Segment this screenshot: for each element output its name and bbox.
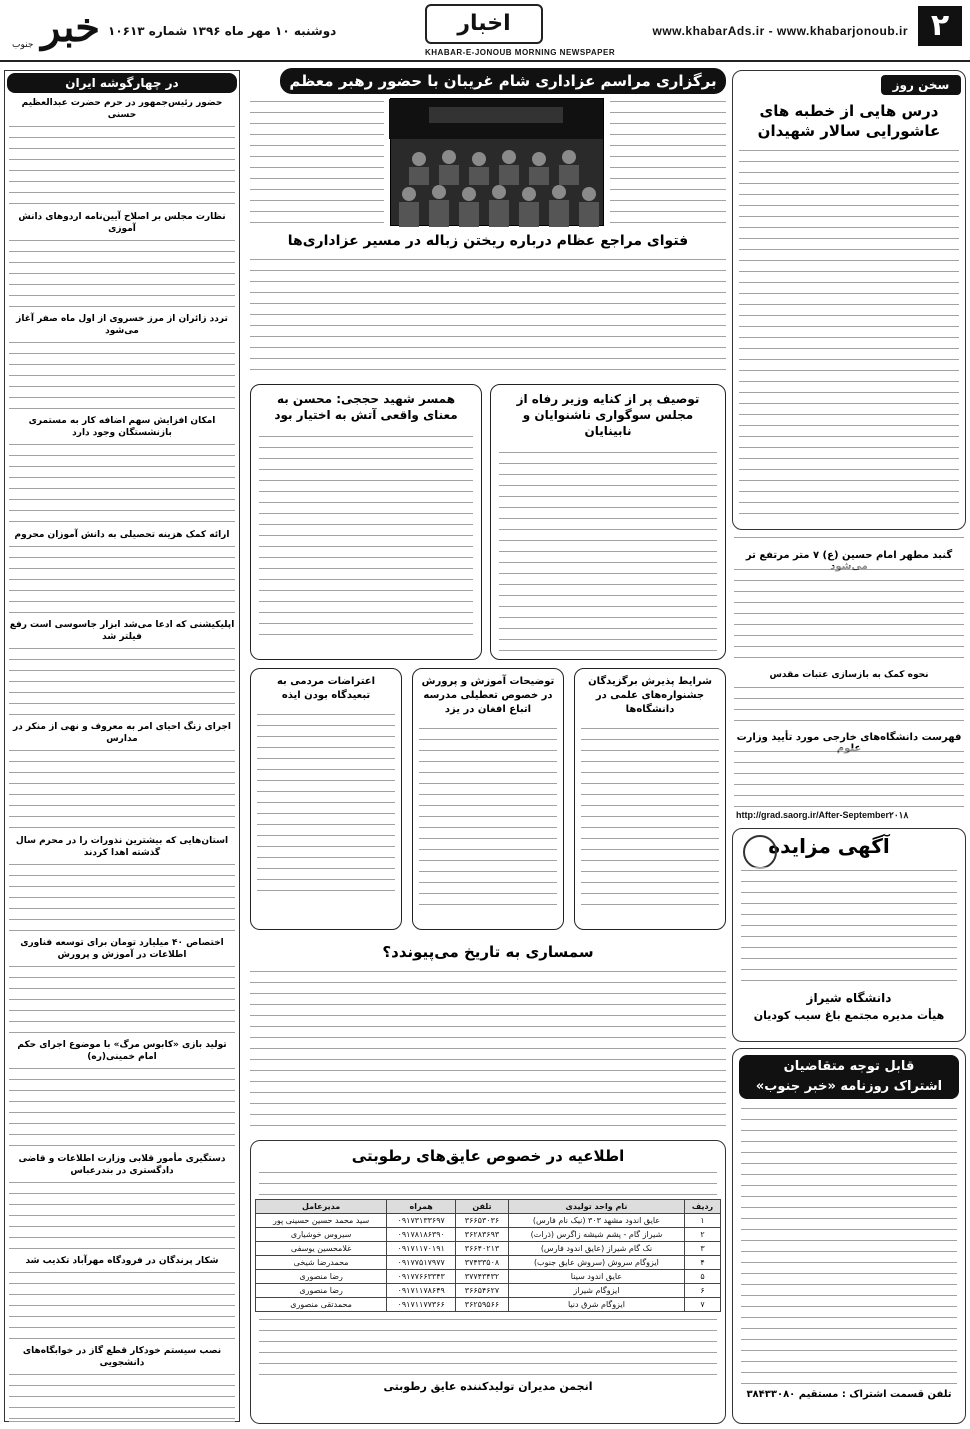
editorial-box [732,70,966,530]
table-row: ۶ ایزوگام شیراز ۳۶۶۵۴۶۲۷ ۰۹۱۷۱۱۷۸۶۴۹ رضا منصوری [256,1284,721,1298]
news-boxes [250,668,726,938]
english-tagline: KHABAR-E-JONOUB MORNING NEWSPAPER [425,48,616,57]
news-item-headline: اجرای زنگ احیای امر به معروف و نهی از منکر در مدارس [12,722,232,744]
news-item-headline: نصب سیستم خودکار قطع گاز در خوابگاه‌های دانشجویی [22,1346,222,1368]
table-row: ۷ ایزوگام شرق دنیا ۳۶۲۵۹۵۶۶ ۰۹۱۷۱۱۷۷۳۶۶ محمدتقی منصوری [256,1298,721,1312]
dome-headline: گنبد مطهر امام حسین (ع) ۷ متر مرتفع تر [745,550,953,561]
welfare-minister-story: توصیف پر از کنایه وزیر رفاه از مجلس سوگواری ناشنوایان و نابینایان [490,384,726,660]
table-header: مدیرعامل [256,1200,387,1214]
brokerage-headline: سمساری به تاریخ می‌پیوندد؟ [382,943,594,961]
column-title: در چهارگوشه ایران [7,73,237,93]
news-item-headline: تردد زائران از مرز خسروی از اول ماه صفر آغاز می‌شود [16,314,228,336]
table-header: نام واحد تولیدی [508,1200,684,1214]
brokerage-text [250,968,726,1136]
news-item [5,833,239,935]
news-item [5,209,239,311]
table-row: ۲ شیراز گام - پشم شیشه زاگرس (ذرات) ۳۶۲۸۳۶۹۳ ۰۹۱۷۸۱۸۶۳۹۰ سیروس خوشیاری [256,1228,721,1242]
news-item [5,527,239,617]
shrines-headline: نحوه کمک به بازسازی عتبات مقدس [769,670,929,680]
manufacturers-table [255,1199,721,1312]
news-item [5,311,239,413]
universities-headline: فهرست دانشگاه‌های خارجی مورد تأیید وزارت [736,732,962,743]
news-item [5,617,239,719]
editorial-title: درس هایی از خطبه های عاشورایی سالار شهیدان [757,102,941,140]
news-item-headline: شکار پرندگان در فرودگاه مهرآباد تکذیب شد [25,1256,219,1266]
page-number: ۲ [918,6,962,46]
auction-ad [732,828,966,1042]
notice-footer: انجمن مدیران تولیدکننده عایق رطوبتی [383,1380,593,1393]
mourning-ceremony-image [389,99,603,227]
subscription-ad: قابل توجه متقاضیان اشتراک روزنامه «خبر جنوب» تلفن قسمت اشتراک : مستقیم ۳۸۴۳۳۰۸۰ [732,1048,966,1424]
auction-org: دانشگاه شیراز [806,991,892,1005]
news-item [5,1037,239,1151]
grad-site-link[interactable]: http://grad.saorg.ir/After-September۲۰۱۸ [736,810,909,820]
news-item [5,413,239,527]
news-item [5,95,239,209]
table-row: ۱ عایق اندود مشهد ۳۰۳ (نیک نام فارس) ۳۶۶۵۳۰۳۶ ۰۹۱۷۳۱۳۳۶۹۷ سید محمد حسین حسینی پور [256,1214,721,1228]
news-list [5,95,239,1429]
news-item [5,1343,239,1429]
news-item-headline: استان‌هایی که بیشترین نذورات را در محرم سال گذشته اهدا کردند [15,836,229,858]
table-row: ۳ نک گام شیراز (عایق اندود فارس) ۳۶۶۴۰۲۱۳ ۰۹۱۷۱۱۷۰۱۹۱ غلامحسین یوسفی [256,1242,721,1256]
auction-signature: هیأت مدیره مجتمع باغ سیب کودیان [753,1009,945,1022]
news-item-headline: حضور رئیس‌جمهور در حرم حضرت عبدالعظیم حسنی [21,98,223,120]
left-news-column [4,70,240,1422]
main-headline-bar [280,68,726,94]
martyr-wife-story: همسر شهید حججی: محسن به معنای واقعی آتش به اختیار بود [250,384,482,660]
news-item [5,1151,239,1253]
news-item [5,935,239,1037]
websites: www.khabarAds.ir - www.khabarjonoub.ir [652,24,908,38]
masthead [0,0,970,62]
news-box: توضیحات آموزش و پرورش در خصوص تعطیلی مدرسه اتباع افغان در یزد [412,668,564,930]
story-text-left [250,98,384,224]
auction-title: آگهی مزایده [768,834,890,858]
leader-ceremony-photo [390,98,604,226]
story-text-right [610,98,726,224]
table-row: ۵ عایق اندود سینا ۳۷۷۴۳۴۳۲ ۰۹۱۷۷۶۶۳۳۴۳ رضا منصوری [256,1270,721,1284]
university-emblem-icon [743,835,777,869]
news-item-headline: نظارت مجلس بر اصلاح آیین‌نامه اردوهای دانش آموزی [18,212,226,234]
news-item-headline: دستگیری مأمور قلابی وزارت اطلاعات و قاضی دادگستری در بندرعباس [18,1154,226,1176]
news-item-headline: تولید بازی «کابوس مرگ» با موضوع اجرای حکم امام خمینی(ره) [17,1040,227,1062]
news-box: شرایط پذیرش برگزیدگان جشنواره‌های علمی در دانشگاه‌ها [574,668,726,930]
issue-date: دوشنبه ۱۰ مهر ماه ۱۳۹۶ شماره ۱۰۶۱۳ [108,24,337,38]
table-header: تلفن [456,1200,509,1214]
editorial-badge: سخن روز [881,75,961,95]
news-item-headline: اپلیکیشنی که ادعا می‌شد ابزار جاسوسی است رفع فیلتر شد [9,620,235,642]
news-box: اعتراضات مردمی به تبعیدگاه بودن ایذه [250,668,402,930]
table-header: همراه [387,1200,456,1214]
fatwa-headline: فتوای مراجع عظام درباره ریختن زباله در مسیر عزاداری‌ها [287,233,689,249]
news-item-headline: امکان افزایش سهم اضافه کار به مستمری بازنشستگان وجود دارد [28,416,216,438]
notice-title: اطلاعیه در خصوص عایق‌های رطوبتی [351,1147,625,1165]
waterproofing-notice [250,1140,726,1424]
news-item [5,719,239,833]
news-item-headline: ارائه کمک هزینه تحصیلی به دانش آموزان محروم [14,530,230,540]
main-headline: برگزاری مراسم عزاداری شام غریبان با حضور رهبر معظم [289,72,717,90]
newspaper-logo: خبر جنوب [12,4,100,51]
section-name: اخبار [425,4,543,44]
table-header: ردیف [685,1200,721,1214]
news-item [5,1253,239,1343]
news-item-headline: اختصاص ۴۰ میلیارد تومان برای توسعه فناوری اطلاعات در آموزش و پرورش [20,938,224,960]
subscription-phone: تلفن قسمت اشتراک : مستقیم ۳۸۴۳۳۰۸۰ [746,1389,952,1400]
fatwa-text [250,256,726,376]
table-row: ۴ ایزوگام سروش (سروش عایق جنوب) ۳۷۴۳۳۵۰۸ ۰۹۱۷۷۵۱۷۹۷۷ محمدرضا شیخی [256,1256,721,1270]
